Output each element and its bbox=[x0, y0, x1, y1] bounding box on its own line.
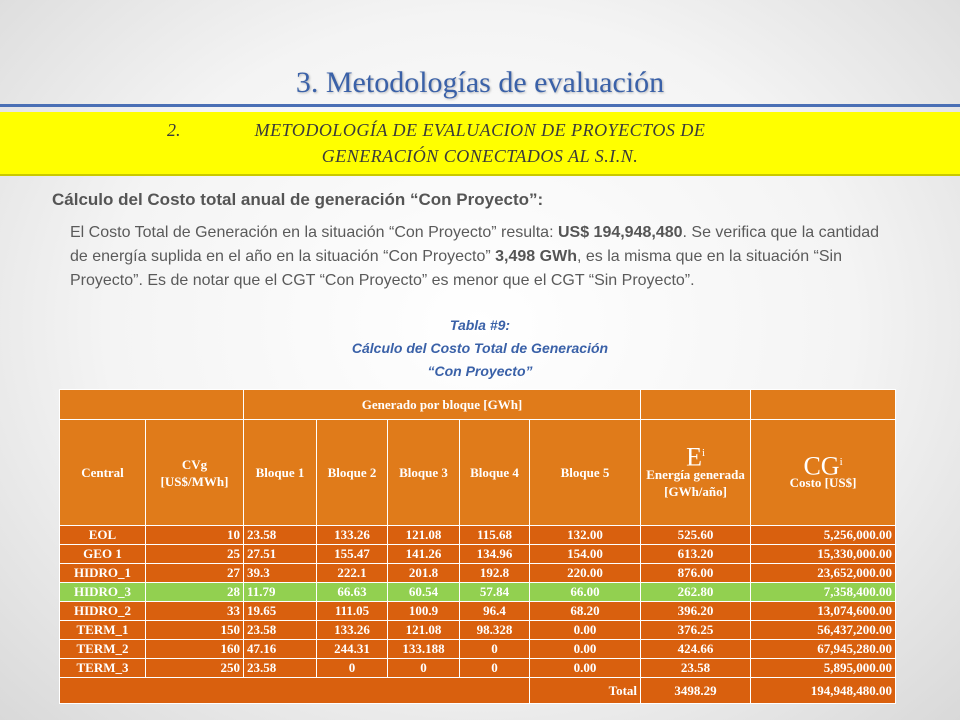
cell-central: TERM_1 bbox=[60, 621, 146, 640]
header-block-4: Bloque 4 bbox=[460, 420, 530, 526]
cell-b1: 19.65 bbox=[244, 602, 317, 621]
cell-cvg: 250 bbox=[146, 659, 244, 678]
paragraph-text-1: El Costo Total de Generación en la situación “Con Proyecto” resulta: bbox=[70, 224, 558, 241]
total-cost-value: US$ 194,948,480 bbox=[557, 224, 683, 241]
cell-cvg: 160 bbox=[146, 640, 244, 659]
cell-b5: 132.00 bbox=[530, 526, 641, 545]
cell-b3: 60.54 bbox=[388, 583, 460, 602]
section-banner bbox=[0, 112, 960, 176]
header-energy bbox=[641, 420, 751, 526]
cell-b1: 47.16 bbox=[244, 640, 317, 659]
total-label: Total bbox=[530, 678, 641, 704]
cell-cvg: 27 bbox=[146, 564, 244, 583]
cell-cost: 13,074,600.00 bbox=[751, 602, 896, 621]
cell-cost: 67,945,280.00 bbox=[751, 640, 896, 659]
header-block-3: Bloque 3 bbox=[388, 420, 460, 526]
table-row bbox=[60, 526, 896, 545]
cell-energy: 876.00 bbox=[641, 564, 751, 583]
cell-energy: 525.60 bbox=[641, 526, 751, 545]
energy-symbol: $E^i$ bbox=[686, 442, 706, 472]
cost-symbol: $CG^i$ bbox=[803, 451, 843, 481]
cell-b2: 222.1 bbox=[317, 564, 388, 583]
generation-cost-table bbox=[59, 389, 896, 704]
cell-b2: 0 bbox=[317, 659, 388, 678]
cell-b4: 0 bbox=[460, 640, 530, 659]
cell-cost: 15,330,000.00 bbox=[751, 545, 896, 564]
total-cost: 194,948,480.00 bbox=[751, 678, 896, 704]
cell-b2: 111.05 bbox=[317, 602, 388, 621]
cell-b4: 115.68 bbox=[460, 526, 530, 545]
header-blank-cg bbox=[751, 390, 896, 420]
cell-b5: 0.00 bbox=[530, 659, 641, 678]
cell-b3: 201.8 bbox=[388, 564, 460, 583]
cell-b3: 100.9 bbox=[388, 602, 460, 621]
cell-b5: 0.00 bbox=[530, 640, 641, 659]
cell-b4: 57.84 bbox=[460, 583, 530, 602]
banner-line-1: METODOLOGÍA DE EVALUACION DE PROYECTOS DE bbox=[254, 120, 706, 140]
cell-b5: 154.00 bbox=[530, 545, 641, 564]
cell-b4: 0 bbox=[460, 659, 530, 678]
cell-b1: 23.58 bbox=[244, 659, 317, 678]
energy-value: 3,498 GWh bbox=[495, 248, 577, 265]
header-cvg: CVg [US$/MWh] bbox=[146, 420, 244, 526]
header-block-5: Bloque 5 bbox=[530, 420, 641, 526]
paragraph-text-2: . Se verifica que la cantidad de energía suplida en el año en la situación “Con Proyecto” bbox=[70, 224, 880, 265]
cell-cost: 23,652,000.00 bbox=[751, 564, 896, 583]
total-spacer bbox=[60, 678, 530, 704]
cell-b5: 220.00 bbox=[530, 564, 641, 583]
cell-b1: 11.79 bbox=[244, 583, 317, 602]
paragraph-text-3: , es la misma que en la situación “Sin Proyecto”. Es de notar que el CGT “Con Proyecto” es menor que el CGT “Sin Proyecto”. bbox=[70, 248, 842, 289]
cell-b3: 121.08 bbox=[388, 526, 460, 545]
table-caption-number: Tabla #9: bbox=[449, 317, 511, 333]
header-central: Central bbox=[60, 420, 146, 526]
table-row bbox=[60, 545, 896, 564]
cell-central: EOL bbox=[60, 526, 146, 545]
table-caption-subtitle: “Con Proyecto” bbox=[427, 363, 533, 379]
cell-central: HIDRO_1 bbox=[60, 564, 146, 583]
cell-b5: 0.00 bbox=[530, 621, 641, 640]
cell-b2: 133.26 bbox=[317, 621, 388, 640]
cell-b1: 39.3 bbox=[244, 564, 317, 583]
cell-b4: 96.4 bbox=[460, 602, 530, 621]
table-row bbox=[60, 602, 896, 621]
cell-b3: 133.188 bbox=[388, 640, 460, 659]
cell-cost: 7,358,400.00 bbox=[751, 583, 896, 602]
cell-central: HIDRO_3 bbox=[60, 583, 146, 602]
cell-energy: 376.25 bbox=[641, 621, 751, 640]
table-row bbox=[60, 640, 896, 659]
table-total-row bbox=[60, 678, 896, 704]
header-blank bbox=[60, 390, 244, 420]
total-energy: 3498.29 bbox=[641, 678, 751, 704]
header-block-1: Bloque 1 bbox=[244, 420, 317, 526]
cell-b1: 23.58 bbox=[244, 526, 317, 545]
cell-b5: 66.00 bbox=[530, 583, 641, 602]
body-paragraph bbox=[70, 221, 890, 293]
header-blank-e bbox=[641, 390, 751, 420]
table-row bbox=[60, 659, 896, 678]
energy-label: Energía generada [GWh/año] bbox=[646, 466, 745, 499]
cell-b2: 66.63 bbox=[317, 583, 388, 602]
cell-central: TERM_3 bbox=[60, 659, 146, 678]
cell-cost: 56,437,200.00 bbox=[751, 621, 896, 640]
cost-label: Costo [US$] bbox=[789, 475, 857, 491]
cell-b2: 244.31 bbox=[317, 640, 388, 659]
cell-b3: 141.26 bbox=[388, 545, 460, 564]
cell-energy: 396.20 bbox=[641, 602, 751, 621]
cell-energy: 613.20 bbox=[641, 545, 751, 564]
cell-central: TERM_2 bbox=[60, 640, 146, 659]
cell-central: HIDRO_2 bbox=[60, 602, 146, 621]
section-heading: Cálculo del Costo total anual de generación “Con Proyecto”: bbox=[52, 190, 544, 209]
cell-cvg: 25 bbox=[146, 545, 244, 564]
cell-b2: 155.47 bbox=[317, 545, 388, 564]
cell-energy: 262.80 bbox=[641, 583, 751, 602]
cell-b4: 134.96 bbox=[460, 545, 530, 564]
cell-cvg: 28 bbox=[146, 583, 244, 602]
table-row bbox=[60, 621, 896, 640]
cell-b5: 68.20 bbox=[530, 602, 641, 621]
cell-b4: 192.8 bbox=[460, 564, 530, 583]
table-row bbox=[60, 564, 896, 583]
cell-cost: 5,895,000.00 bbox=[751, 659, 896, 678]
cell-cvg: 150 bbox=[146, 621, 244, 640]
table-row-highlighted bbox=[60, 583, 896, 602]
header-block-2: Bloque 2 bbox=[317, 420, 388, 526]
cell-energy: 424.66 bbox=[641, 640, 751, 659]
cell-cost: 5,256,000.00 bbox=[751, 526, 896, 545]
cell-b2: 133.26 bbox=[317, 526, 388, 545]
cell-b3: 121.08 bbox=[388, 621, 460, 640]
cell-central: GEO 1 bbox=[60, 545, 146, 564]
banner-number: 2. bbox=[167, 120, 181, 140]
slide-title: 3. Metodologías de evaluación bbox=[295, 66, 665, 99]
cell-cvg: 10 bbox=[146, 526, 244, 545]
table-caption-title: Cálculo del Costo Total de Generación bbox=[351, 340, 609, 356]
title-divider bbox=[0, 104, 960, 107]
cell-energy: 23.58 bbox=[641, 659, 751, 678]
cell-b4: 98.328 bbox=[460, 621, 530, 640]
header-generated-by-block: Generado por bloque [GWh] bbox=[244, 390, 641, 420]
cell-cvg: 33 bbox=[146, 602, 244, 621]
cell-b3: 0 bbox=[388, 659, 460, 678]
banner-line-2: GENERACIÓN CONECTADOS AL S.I.N. bbox=[321, 146, 639, 166]
cell-b1: 27.51 bbox=[244, 545, 317, 564]
cell-b1: 23.58 bbox=[244, 621, 317, 640]
header-cost bbox=[751, 420, 896, 526]
